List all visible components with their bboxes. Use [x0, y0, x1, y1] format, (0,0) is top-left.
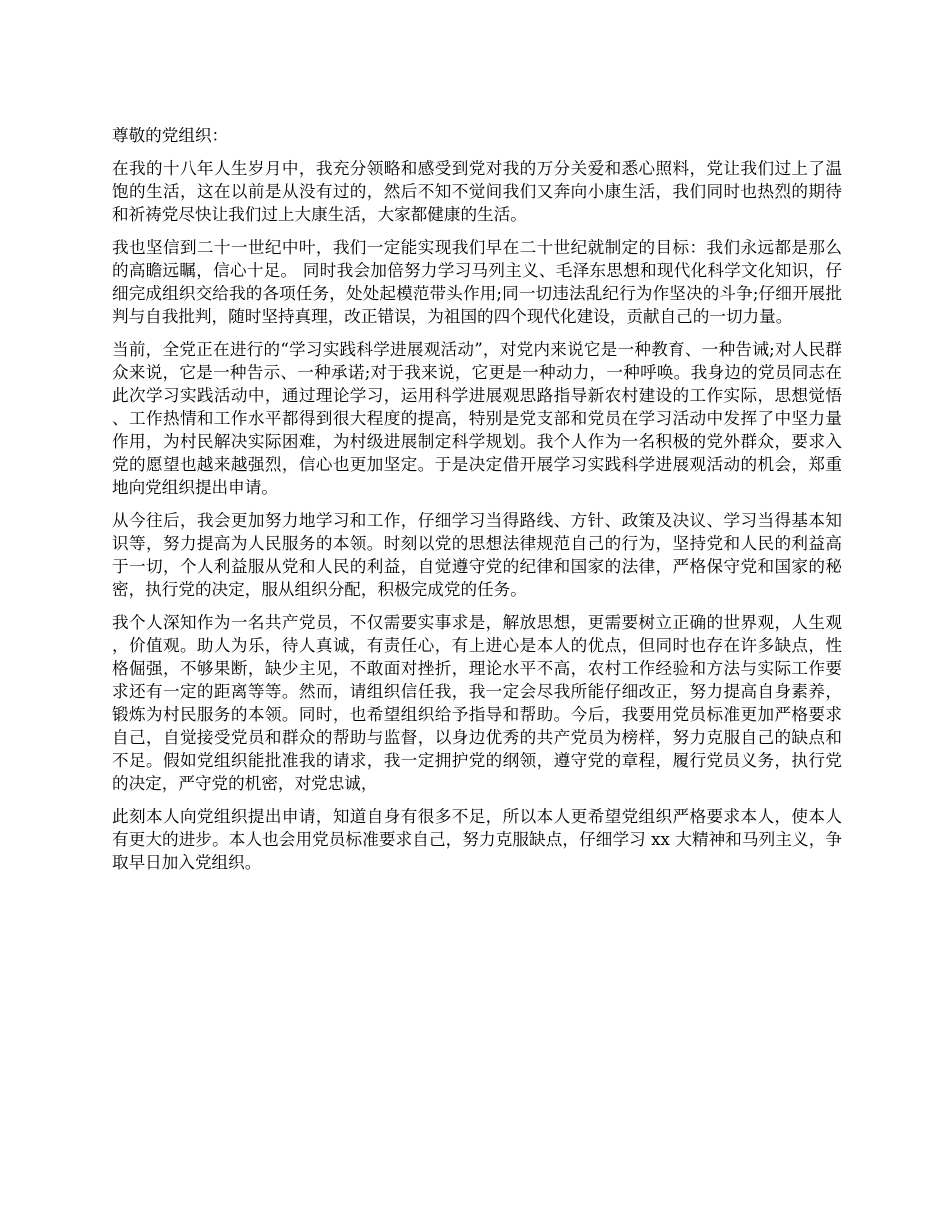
- paragraph-commitment: 从今往后，我会更加努力地学习和工作，仔细学习当得路线、方针、政策及决议、学习当得基本知识等，努力提高为人民服务的本领。时刻以党的思想法律规范自己的行为，坚持党和人民的利益高于一切，个人利益服从党和人民的利益，自觉遵守党的纪律和国家的法律，严格保守党和国家的秘密，执行党的决定，服从组织分配，积极完成党的任务。: [112, 511, 842, 599]
- salutation: 尊敬的党组织：: [112, 126, 229, 145]
- paragraph-application: 此刻本人向党组织提出申请，知道自身有很多不足，所以本人更希望党组织严格要求本人，使本人有更大的进步。本人也会用党员标准要求自己，努力克服缺点，仔细学习 xx 大精神和马列主义，争取早日加入党组织。: [112, 807, 842, 872]
- paragraph-goals: 我也坚信到二十一世纪中叶，我们一定能实现我们早在二十世纪就制定的目标：我们永远都是那么的高瞻远瞩，信心十足。 同时我会加倍努力学习马列主义、毛泽东思想和现代化科学文化知识，仔细完成组织交给我的各项任务，处处起模范带头作用;同一切违法乱纪行为作坚决的斗争;仔细开展批判与自我批判，随时坚持真理，改正错误，为祖国的四个现代化建设，贡献自己的一切力量。: [112, 238, 842, 326]
- paragraph-study-campaign: 当前，全党正在进行的“学习实践科学进展观活动”，对党内来说它是一种教育、一种告诫;对人民群众来说，它是一种告示、一种承诺;对于我来说，它更是一种动力，一种呼唤。我身边的党员同志在此次学习实践活动中，通过理论学习，运用科学进展观思路指导新农村建设的工作实际，思想觉悟、工作热情和工作水平都得到很大程度的提高，特别是党支部和党员在学习活动中发挥了中坚力量作用，为村民解决实际困难，为村级进展制定科学规划。我个人作为一名积极的党外群众，要求入党的愿望也越来越强烈，信心也更加坚定。于是决定借开展学习实践科学进展观活动的机会，郑重地向党组织提出申请。: [112, 340, 842, 497]
- paragraph-self-assessment: 我个人深知作为一名共产党员，不仅需要实事求是，解放思想，更需要树立正确的世界观，人生观，价值观。助人为乐，待人真诚，有责任心，有上进心是本人的优点，但同时也存在许多缺点，性格倔强，不够果断，缺少主见，不敢面对挫折，理论水平不高，农村工作经验和方法与实际工作要求还有一定的距离等等。然而，请组织信任我，我一定会尽我所能仔细改正，努力提高自身素养，锻炼为村民服务的本领。同时，也希望组织给予指导和帮助。今后，我要用党员标准更加严格要求自己，自觉接受党员和群众的帮助与监督，以身边优秀的共产党员为榜样，努力克服自己的缺点和不足。假如党组织能批准我的请求，我一定拥护党的纲领，遵守党的章程，履行党员义务，执行党的决定，严守党的机密，对党忠诚，: [112, 613, 842, 793]
- letter-body: [112, 124, 842, 884]
- paragraph-upbringing: 在我的十八年人生岁月中，我充分领略和感受到党对我的万分关爱和悉心照料，党让我们过上了温饱的生活，这在以前是从没有过的，然后不知不觉间我们又奔向小康生活，我们同时也热烈的期待和祈祷党尽快让我们过上大康生活，大家都健康的生活。: [112, 159, 842, 224]
